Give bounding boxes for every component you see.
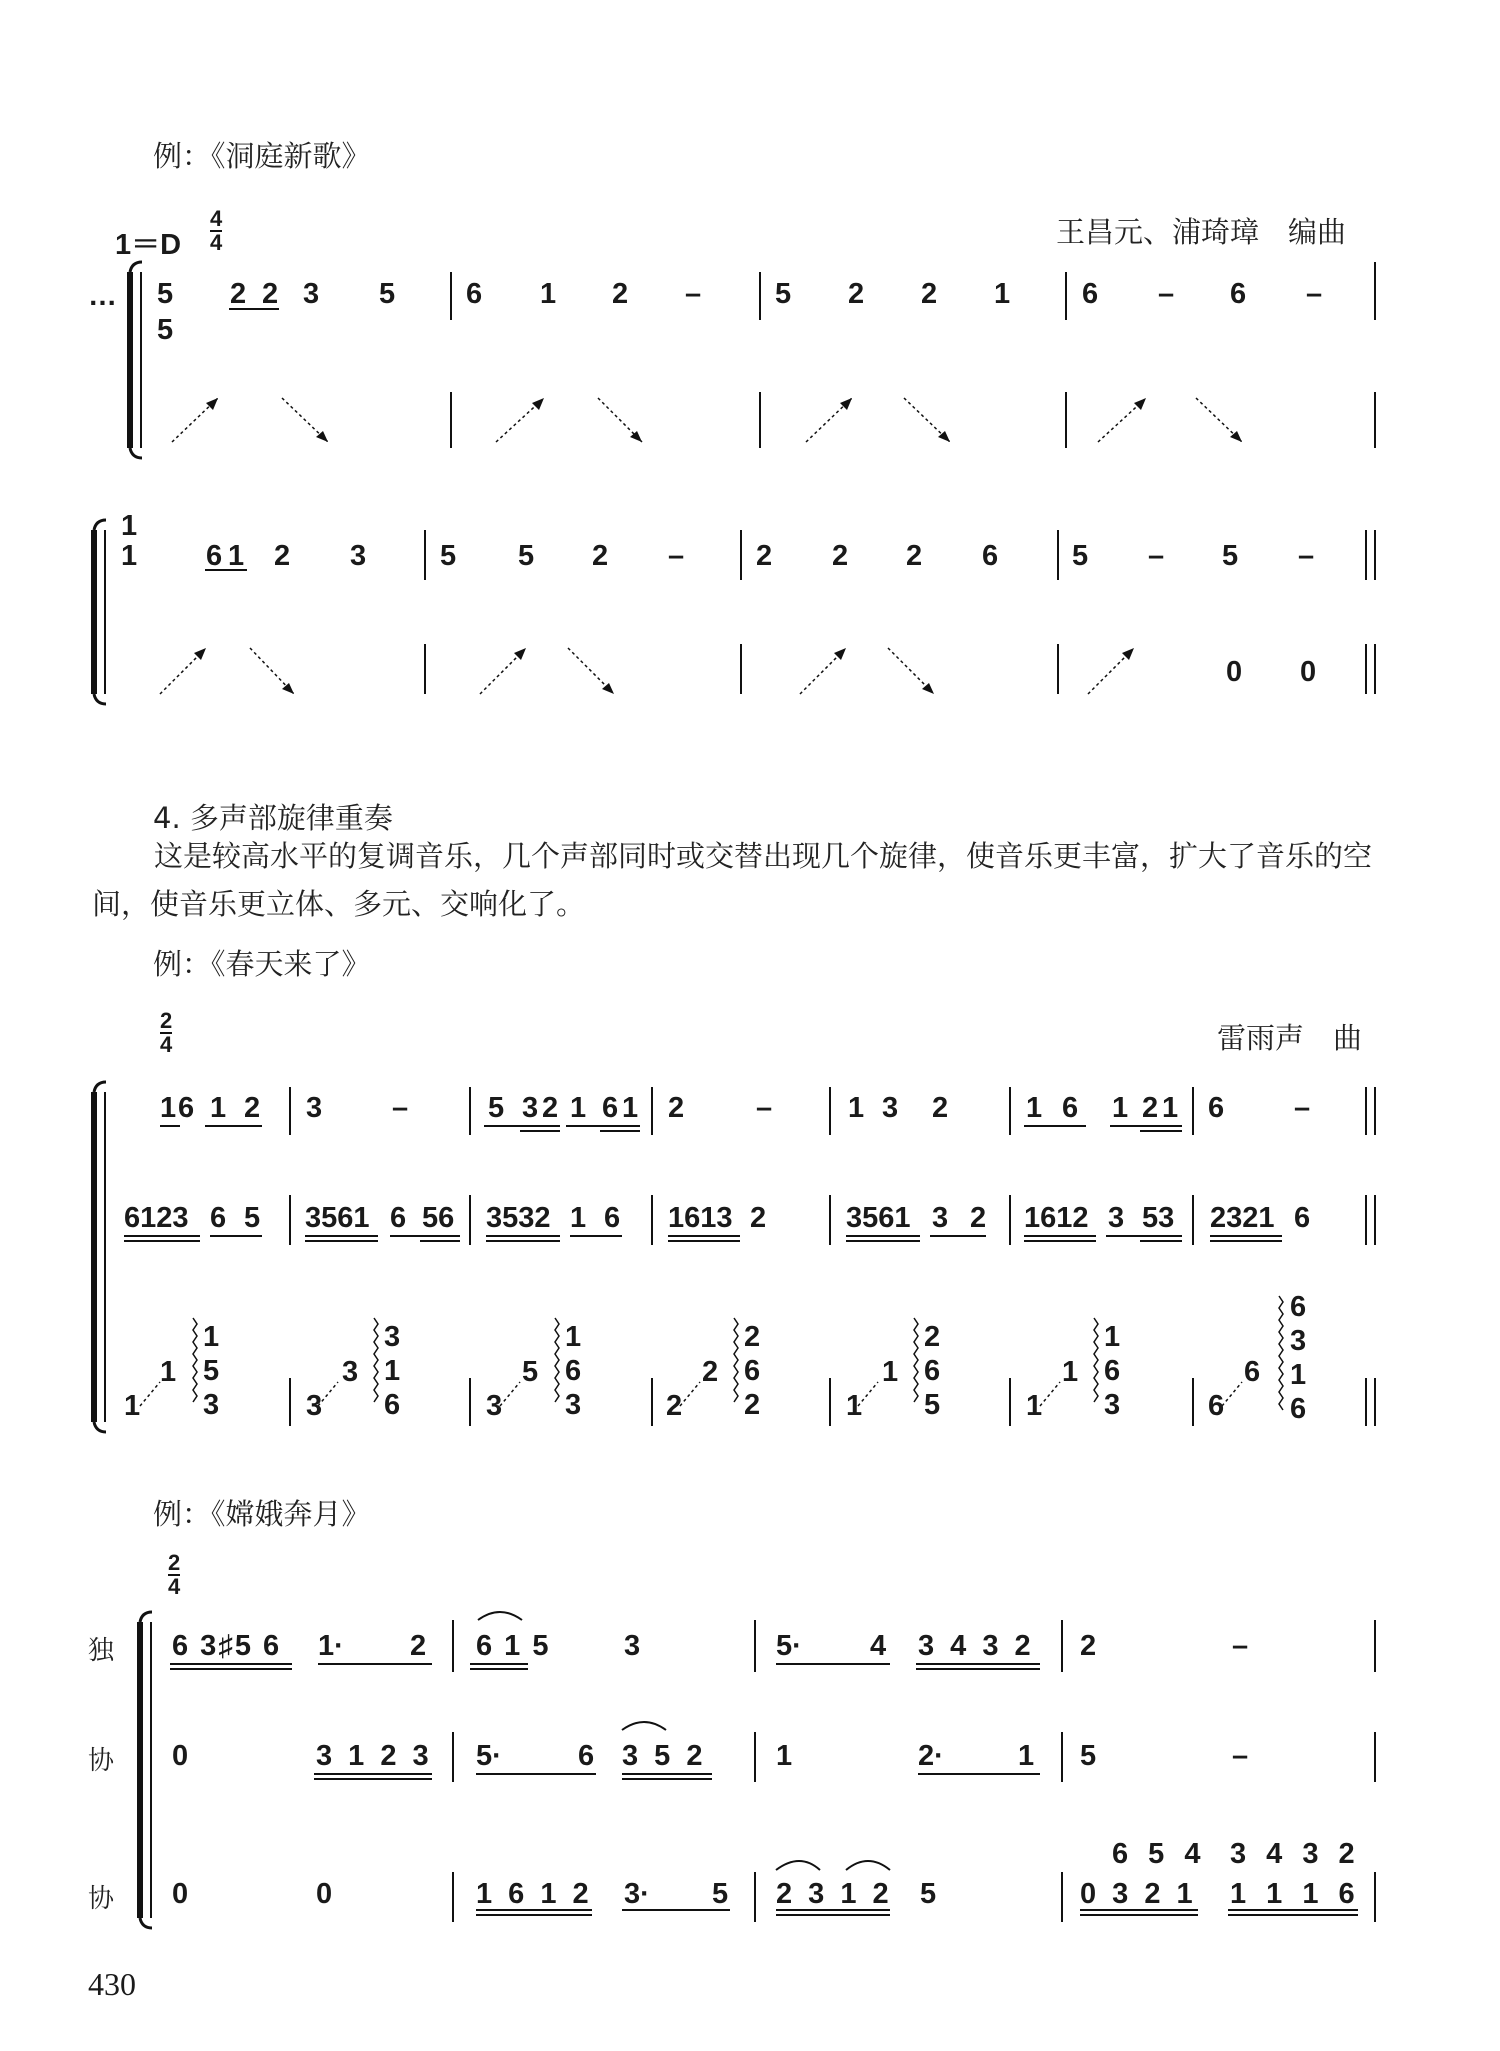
ex2-label: 例：《春天来了》: [153, 947, 371, 981]
note: 6: [1082, 278, 1099, 310]
note: 3: [303, 278, 320, 310]
note: 1: [160, 1356, 177, 1388]
note: 5: [244, 1202, 261, 1234]
chord: 1 6 3: [1104, 1321, 1121, 1421]
note-group: 3 5 2: [622, 1740, 707, 1772]
chord: 2 6 5: [924, 1321, 941, 1421]
note: 2: [906, 540, 923, 572]
note-group: 4: [870, 1630, 887, 1662]
note: 1: [228, 540, 245, 572]
note-group: 0: [172, 1740, 189, 1772]
part-label-accomp2: 协: [88, 1884, 115, 1914]
note: 2: [244, 1092, 261, 1124]
note-group-upper: 6 5 4: [1112, 1838, 1207, 1870]
note-group: 0: [172, 1878, 189, 1910]
note-group: 2: [410, 1630, 427, 1662]
note: 1: [121, 510, 138, 542]
ex1-system2-arrows: [160, 648, 1134, 694]
note: 6: [602, 1092, 619, 1124]
note-group: 1: [776, 1740, 793, 1772]
note: 6: [390, 1202, 407, 1234]
ex1-time-signature: 4 4: [210, 206, 223, 255]
note-group: 2·: [918, 1740, 944, 1772]
note: 1: [1162, 1092, 1179, 1124]
note: 1612: [1024, 1202, 1089, 1234]
note: 6123: [124, 1202, 189, 1234]
note: 1: [210, 1092, 227, 1124]
note: 2: [750, 1202, 767, 1234]
note: 1: [848, 1092, 865, 1124]
ex1-lead-ellipsis: …: [88, 280, 117, 312]
ex1-system1-arrowheads: [206, 398, 1242, 442]
chord: 3 1 6: [384, 1321, 401, 1421]
ex3-time-signature: 2 4: [168, 1550, 181, 1599]
ex1-system2-arrowheads: [194, 648, 1134, 694]
note: 2: [274, 540, 291, 572]
note: 3: [486, 1390, 503, 1422]
note: 6: [1208, 1092, 1225, 1124]
note-group: –: [1232, 1740, 1249, 1772]
note: 6: [1208, 1390, 1225, 1422]
note: 1: [121, 540, 138, 572]
note: 1: [1062, 1356, 1079, 1388]
note-group: 5: [712, 1878, 729, 1910]
note: –: [685, 278, 702, 310]
note: 1: [1026, 1390, 1043, 1422]
note: 1: [622, 1092, 639, 1124]
note: 5: [157, 314, 174, 346]
part-label-solo: 独: [88, 1636, 115, 1666]
note-group-upper: 3 4 3 2: [1230, 1838, 1361, 1870]
note: 5: [1222, 540, 1239, 572]
note-group: 5: [1080, 1740, 1097, 1772]
note: 3561: [305, 1202, 370, 1234]
note: 2: [702, 1356, 719, 1388]
note: 3: [342, 1356, 359, 1388]
note: –: [1298, 540, 1315, 572]
section-heading: 4. 多声部旋律重奏: [153, 801, 393, 835]
note-group: 6: [578, 1740, 595, 1772]
note-group: 5·: [776, 1630, 802, 1662]
note: 1: [1112, 1092, 1129, 1124]
ex2-composer: 雷雨声 曲: [1217, 1021, 1363, 1055]
note: –: [668, 540, 685, 572]
page-number: 430: [88, 1966, 136, 2002]
note: 2: [921, 278, 938, 310]
ex2-line1-underlines: [160, 1126, 1182, 1131]
ex1-system1-brackets: [130, 262, 142, 458]
note: 1: [882, 1356, 899, 1388]
note: 6: [1062, 1092, 1079, 1124]
note: 6: [178, 1092, 195, 1124]
note: 3: [306, 1390, 323, 1422]
note: 5: [518, 540, 535, 572]
note: –: [392, 1092, 409, 1124]
note: 6: [982, 540, 999, 572]
chord: 2 6 2: [744, 1321, 761, 1421]
note: 2: [1142, 1092, 1159, 1124]
note: –: [1158, 278, 1175, 310]
note: 56: [422, 1202, 455, 1234]
note: 3: [882, 1092, 899, 1124]
note: 3532: [486, 1202, 551, 1234]
ex3-brackets: [140, 1612, 152, 1928]
note: 2: [542, 1092, 559, 1124]
note-group: 5: [920, 1878, 937, 1910]
ex1-label: 例：《洞庭新歌》: [153, 139, 371, 173]
note: 2: [848, 278, 865, 310]
note-group: 2 3 1 2: [776, 1878, 893, 1910]
note: 3561: [846, 1202, 911, 1234]
ex2-time-signature: 2 4: [160, 1008, 173, 1057]
note-group: 1 6 1 2: [476, 1878, 593, 1910]
note: 6: [1230, 278, 1247, 310]
note: 6: [210, 1202, 227, 1234]
note-group: 1·: [318, 1630, 344, 1662]
note: 53: [1142, 1202, 1175, 1234]
chord: 6 3 1 6: [1290, 1291, 1307, 1425]
note: –: [756, 1092, 773, 1124]
chord: 1 5 3: [203, 1321, 220, 1421]
note: 2: [756, 540, 773, 572]
note: 2321: [1210, 1202, 1275, 1234]
note-group: 2: [1080, 1630, 1097, 1662]
ex2-line2-underlines: [124, 1236, 1282, 1241]
note-group: 0: [316, 1878, 333, 1910]
note: 1: [994, 278, 1011, 310]
note: 3: [522, 1092, 539, 1124]
ex3-label: 例：《嫦娥奔月》: [153, 1497, 371, 1531]
note: –: [1294, 1092, 1311, 1124]
note-group: 3·: [624, 1878, 650, 1910]
part-label-accomp1: 协: [88, 1746, 115, 1776]
note: –: [1148, 540, 1165, 572]
note-group: 3 4 3 2: [918, 1630, 1035, 1662]
note-group: –: [1232, 1630, 1249, 1662]
note: 1: [124, 1390, 141, 1422]
section-body: 这是较高水平的复调音乐，几个声部同时或交替出现几个旋律，使音乐更丰富，扩大了音乐的空间，使音乐更立体、多元、交响化了。: [92, 839, 1373, 921]
note: –: [1306, 278, 1323, 310]
note: 6: [1244, 1356, 1261, 1388]
ex2-brackets: [94, 1082, 106, 1432]
note: 2: [666, 1390, 683, 1422]
rest: 0: [1300, 656, 1317, 688]
note: 5: [522, 1356, 539, 1388]
note: 1: [846, 1390, 863, 1422]
note: 1613: [668, 1202, 733, 1234]
note: 2: [668, 1092, 685, 1124]
note-group: 3 1 2 3: [316, 1740, 433, 1772]
rest: 0: [1226, 656, 1243, 688]
ex1-composer: 王昌元、浦琦璋 编曲: [1056, 215, 1347, 249]
note: 5: [488, 1092, 505, 1124]
note: 2: [230, 278, 247, 310]
note: 2: [262, 278, 279, 310]
note: 5: [379, 278, 396, 310]
note: 3: [932, 1202, 949, 1234]
note: 6: [466, 278, 483, 310]
ex2-barlines: [290, 1087, 1375, 1426]
note: 5: [775, 278, 792, 310]
note: 5: [1072, 540, 1089, 572]
note: 3: [350, 540, 367, 572]
note-group: 3: [624, 1630, 641, 1662]
ex1-system1-arrows: [172, 398, 1242, 442]
note: 2: [832, 540, 849, 572]
note-group: 6 1 5: [476, 1630, 551, 1662]
note: 2: [932, 1092, 949, 1124]
note: 1: [540, 278, 557, 310]
note: 3: [1108, 1202, 1125, 1234]
note: 1: [160, 1092, 177, 1124]
note-group: 6 3♯5 6: [172, 1630, 282, 1662]
note: 5: [157, 278, 174, 310]
note-group: 5·: [476, 1740, 502, 1772]
chord: 1 6 3: [565, 1321, 582, 1421]
note: 1: [570, 1092, 587, 1124]
note-group: 1 1 1 6: [1230, 1878, 1361, 1910]
note-group: 0 3 2 1: [1080, 1878, 1197, 1910]
note: 2: [970, 1202, 987, 1234]
note: 1: [570, 1202, 587, 1234]
note: 2: [612, 278, 629, 310]
note: 6: [1294, 1202, 1311, 1234]
note: 3: [306, 1092, 323, 1124]
note: 6: [604, 1202, 621, 1234]
note: 2: [592, 540, 609, 572]
note-group: 1: [1018, 1740, 1035, 1772]
note: 6: [206, 540, 223, 572]
note: 5: [440, 540, 457, 572]
ex1-key: 1＝D: [115, 229, 182, 261]
note: 1: [1026, 1092, 1043, 1124]
ex1-system2-brackets: [94, 520, 106, 704]
